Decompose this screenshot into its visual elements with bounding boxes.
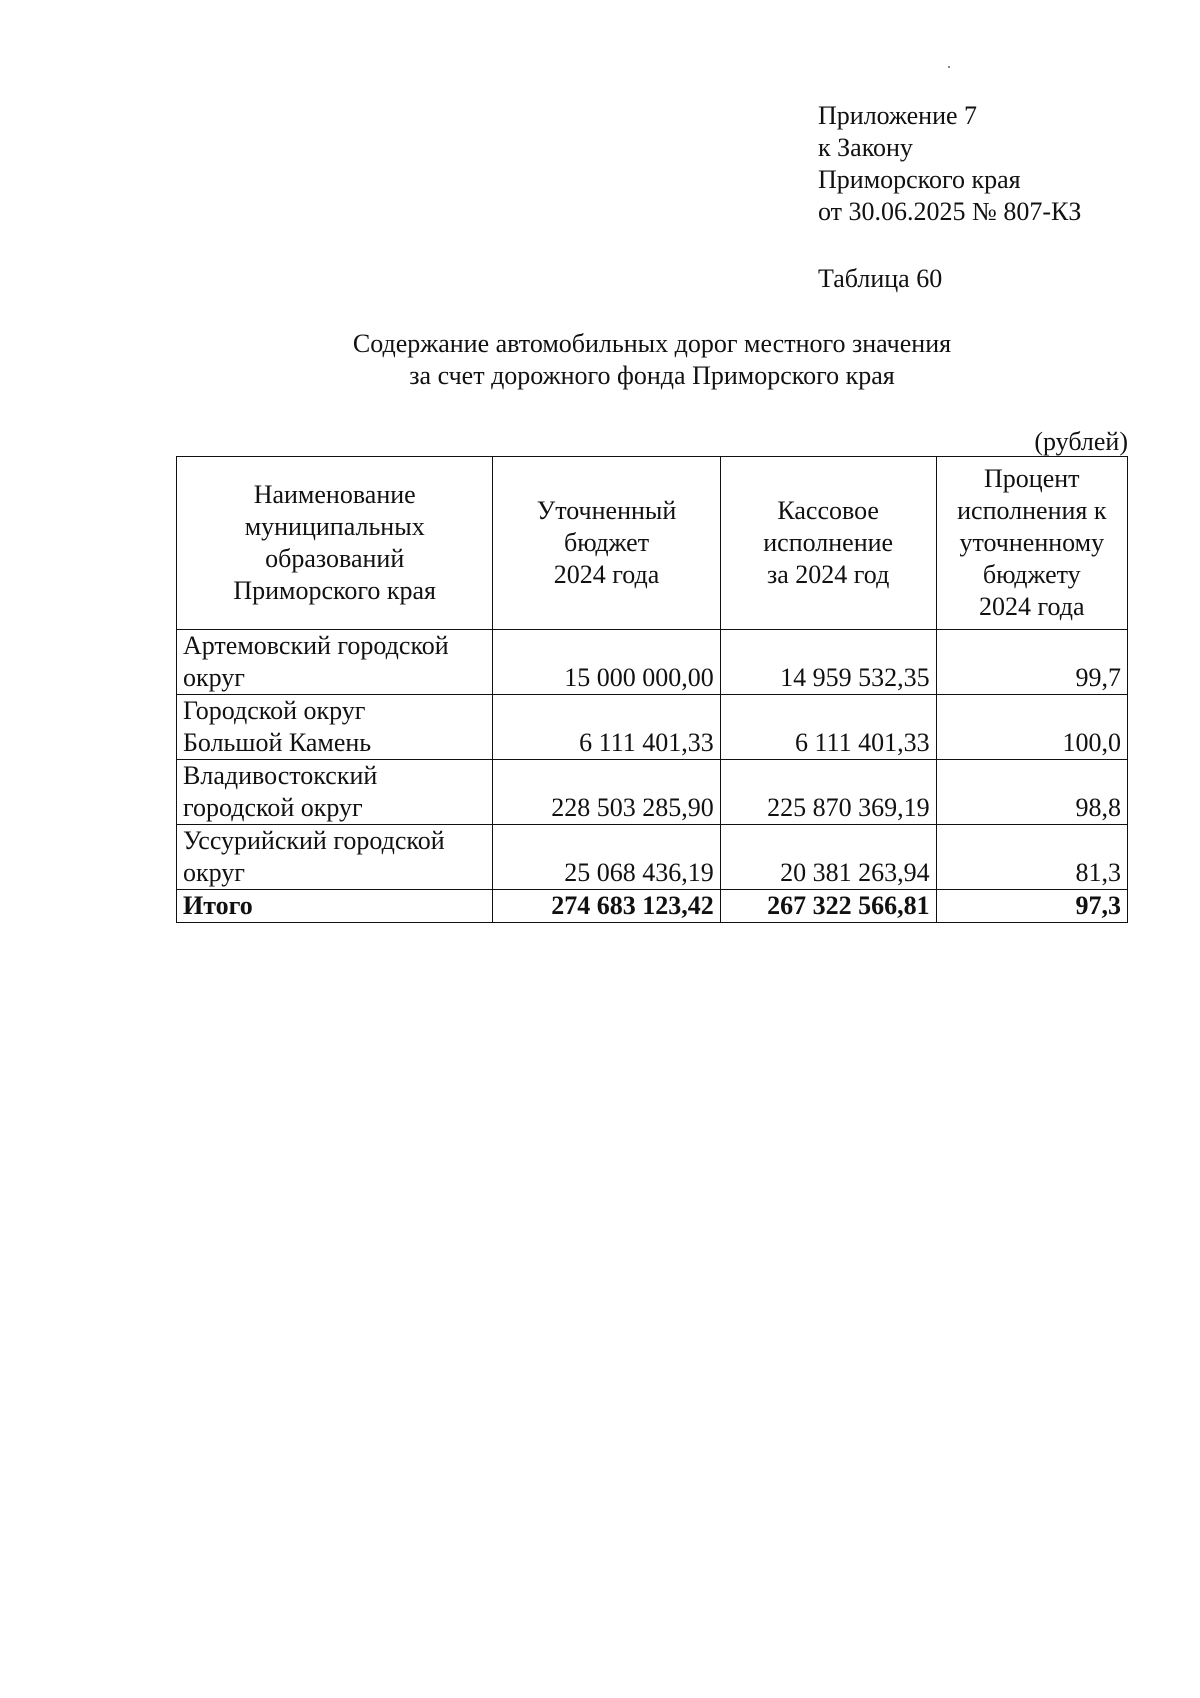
municipality-cell: Городской округ Большой Камень (177, 695, 493, 760)
percent-cell: 100,0 (936, 695, 1127, 760)
executed-cell: 14 959 532,35 (720, 630, 936, 695)
executed-cell: 6 111 401,33 (720, 695, 936, 760)
executed-cell: 20 381 263,94 (720, 825, 936, 890)
appendix-line: от 30.06.2025 № 807-КЗ (818, 197, 1082, 226)
title-line: за счет дорожного фонда Приморского края (409, 361, 895, 390)
total-row (177, 890, 1128, 923)
table-row (177, 760, 1128, 825)
percent-cell: 99,7 (936, 630, 1127, 695)
appendix-line: к Закону (818, 133, 913, 162)
appendix-line: Приложение 7 (818, 101, 978, 130)
appendix-reference (818, 100, 1081, 228)
total-percent: 97,3 (936, 890, 1127, 923)
document-title (176, 328, 1128, 392)
budget-cell: 6 111 401,33 (493, 695, 720, 760)
header-budget: Уточненный бюджет 2024 года (493, 457, 720, 630)
table-row (177, 695, 1128, 760)
table-row (177, 825, 1128, 890)
municipality-cell: Артемовский городской округ (177, 630, 493, 695)
header-municipality: Наименование муниципальных образований Приморского края (177, 457, 493, 630)
table-header-row (177, 457, 1128, 630)
municipality-cell: Уссурийский городской округ (177, 825, 493, 890)
percent-cell: 98,8 (936, 760, 1127, 825)
appendix-line: Приморского края (818, 165, 1021, 194)
budget-cell: 25 068 436,19 (493, 825, 720, 890)
budget-cell: 228 503 285,90 (493, 760, 720, 825)
report-table (176, 456, 1128, 923)
total-executed: 267 322 566,81 (720, 890, 936, 923)
executed-cell: 225 870 369,19 (720, 760, 936, 825)
scan-artifact (948, 66, 950, 68)
title-line: Содержание автомобильных дорог местного значения (352, 329, 952, 358)
percent-cell: 81,3 (936, 825, 1127, 890)
header-executed: Кассовое исполнение за 2024 год (720, 457, 936, 630)
total-budget: 274 683 123,42 (493, 890, 720, 923)
table-row (177, 630, 1128, 695)
table-label: Таблица 60 (818, 264, 943, 293)
budget-cell: 15 000 000,00 (493, 630, 720, 695)
units-label: (рублей) (1034, 427, 1128, 456)
municipality-cell: Владивостокский городской округ (177, 760, 493, 825)
header-percent: Процент исполнения к уточненному бюджету 2024 года (936, 457, 1127, 630)
total-label: Итого (177, 890, 493, 923)
